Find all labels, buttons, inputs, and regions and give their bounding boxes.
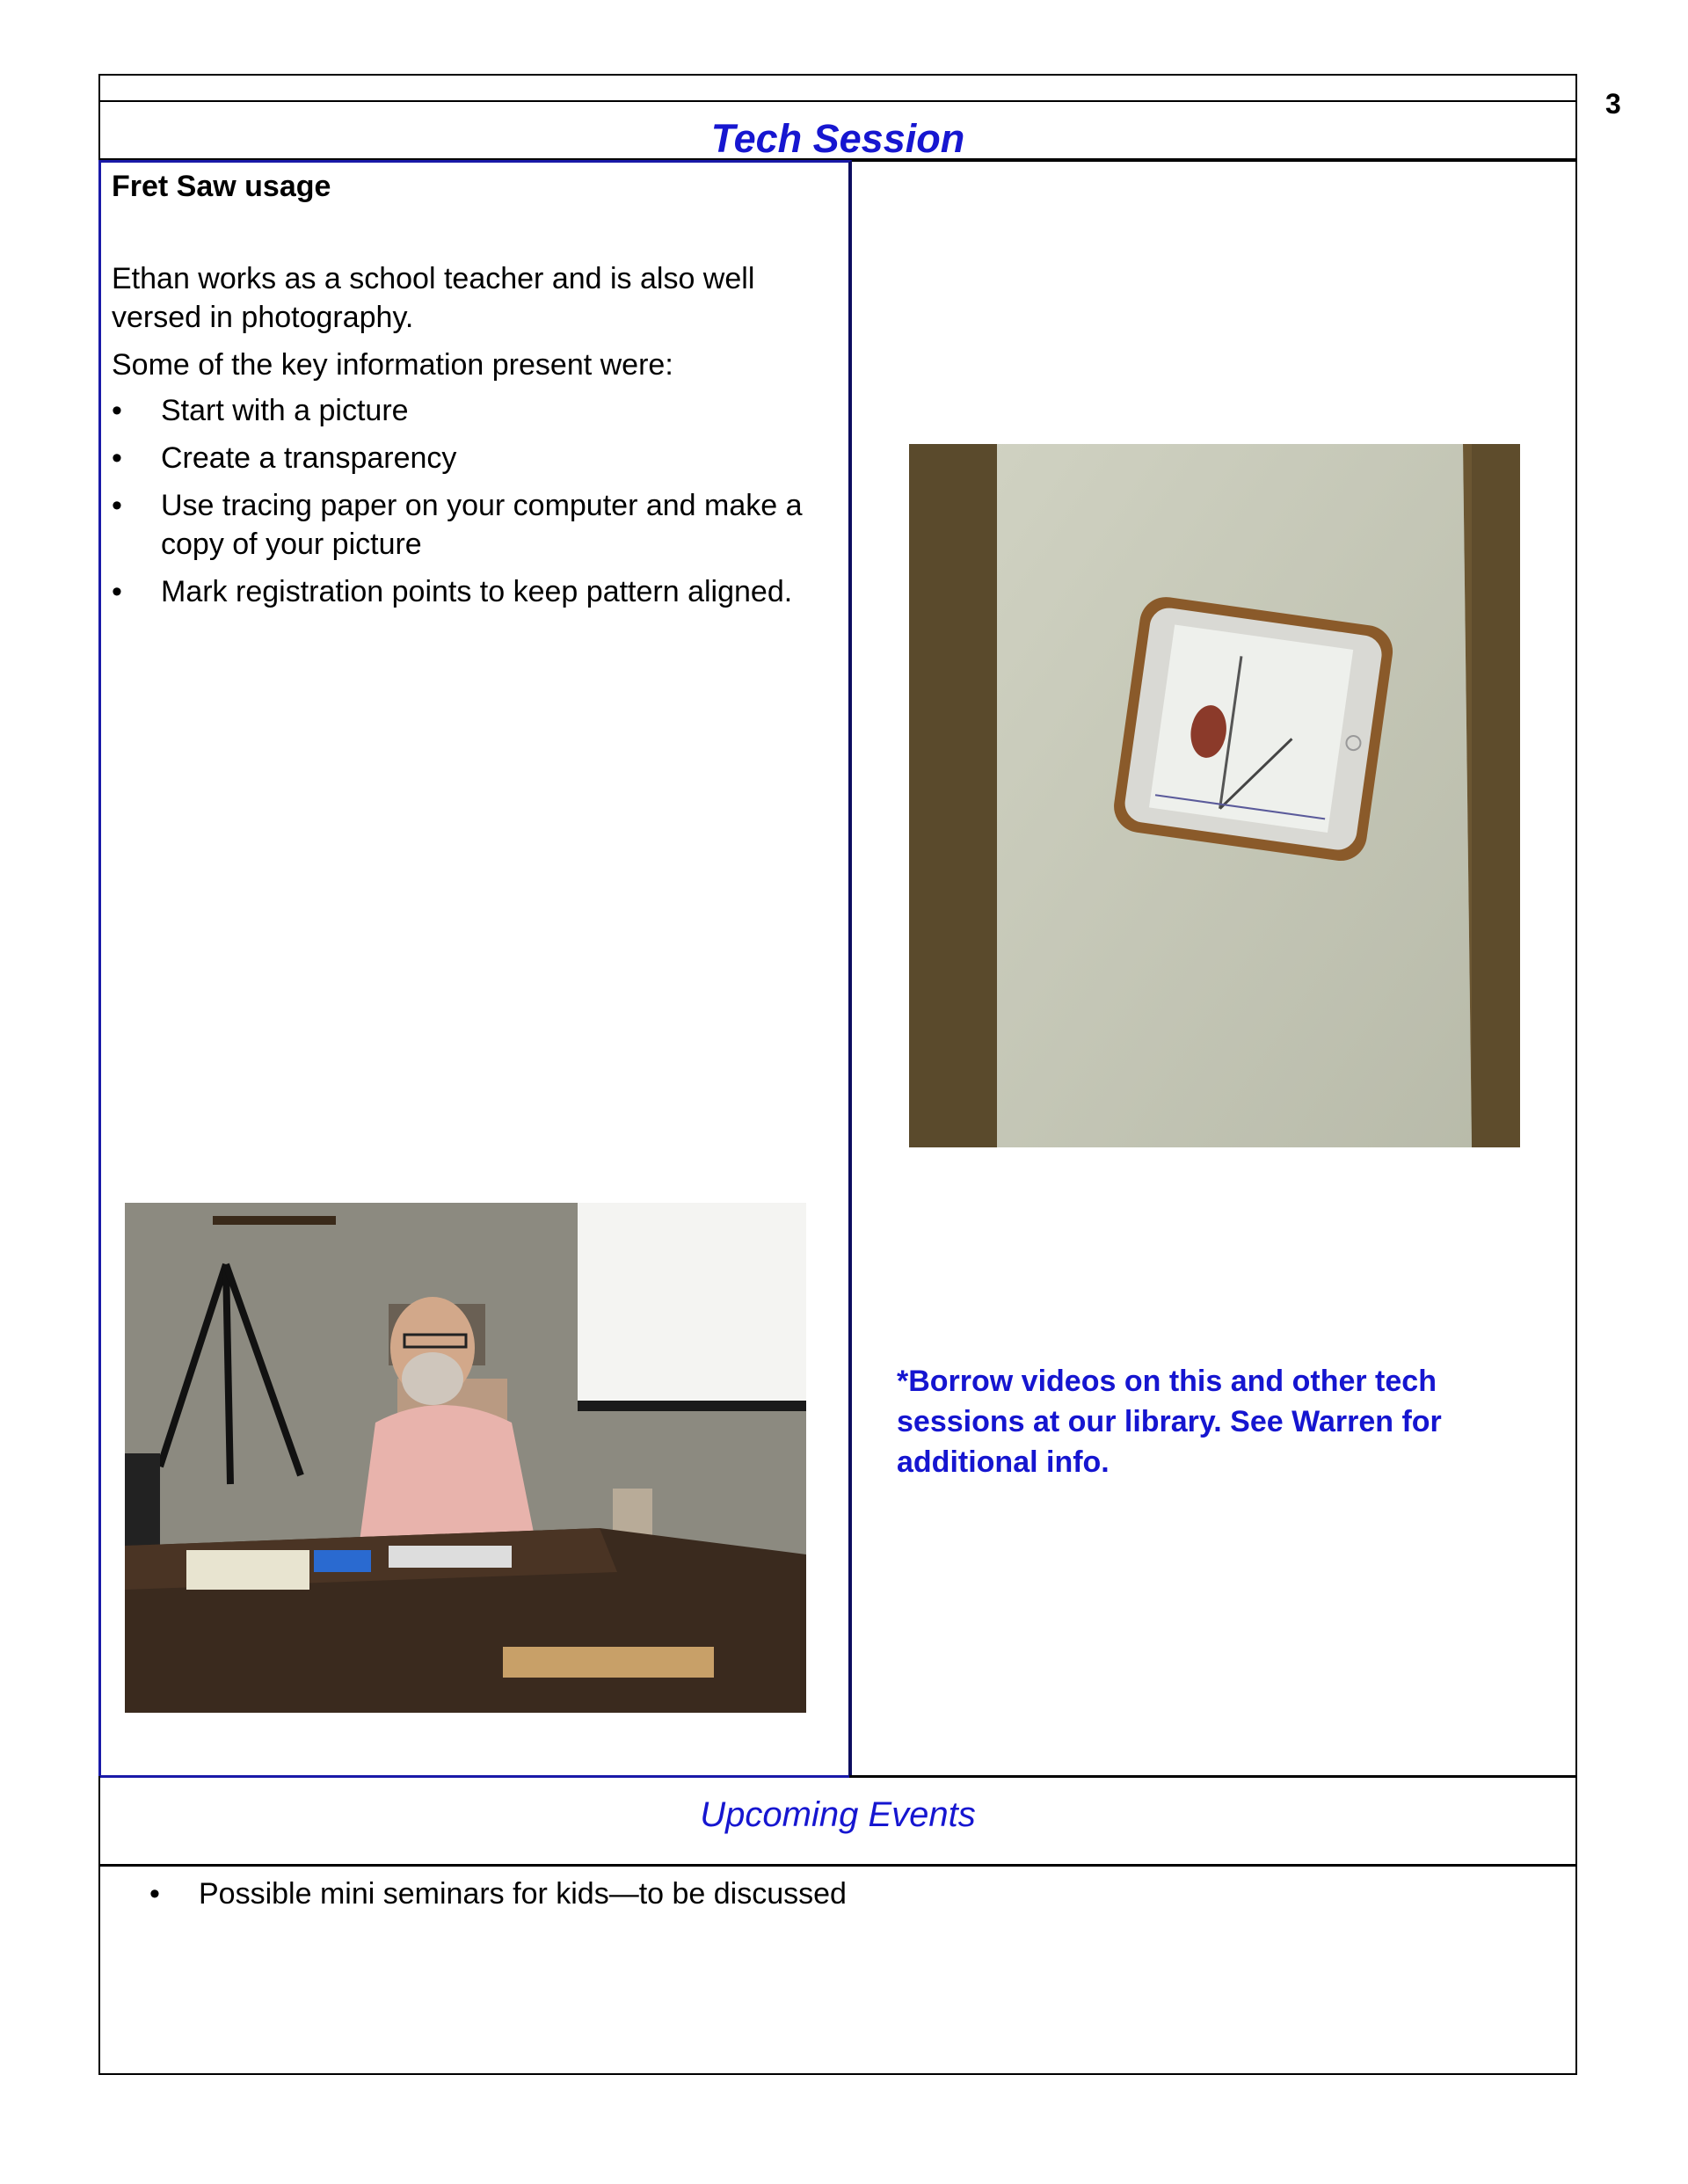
header-strip (98, 74, 1577, 102)
bullet-icon: • (112, 575, 122, 608)
events-box (98, 1864, 1577, 2075)
list-item (112, 391, 841, 430)
events-title: Upcoming Events (700, 1795, 976, 1834)
article-bullet-list (112, 391, 841, 620)
event-item-text: Possible mini seminars for kids—to be discussed (199, 1877, 847, 1911)
library-note: *Borrow videos on this and other tech sessions at our library. See Warren for additional info. (897, 1365, 1442, 1479)
bullet-icon: • (112, 441, 122, 475)
page-number: 3 (1605, 88, 1621, 120)
list-item-text: Start with a picture (161, 394, 409, 427)
list-item (112, 572, 841, 611)
section-title-bar (98, 100, 1577, 162)
bullet-icon: • (112, 394, 122, 427)
section-title: Tech Session (710, 116, 965, 161)
bullet-icon: • (149, 1877, 160, 1911)
events-title-bar (98, 1776, 1577, 1866)
list-item-text: Use tracing paper on your computer and make a copy of your picture (161, 489, 803, 561)
presenter-photo (125, 1203, 806, 1713)
list-item-text: Create a transparency (161, 441, 457, 475)
bullet-icon: • (112, 489, 122, 522)
list-item (112, 439, 841, 477)
article-heading: Fret Saw usage (112, 170, 331, 203)
list-item (112, 486, 841, 564)
projected-phone-photo (909, 444, 1520, 1147)
events-list (149, 1874, 847, 1914)
article-paragraph-1: Ethan works as a school teacher and is also well versed in photography. (112, 262, 755, 334)
list-item (149, 1874, 847, 1914)
list-item-text: Mark registration points to keep pattern aligned. (161, 575, 793, 608)
article-paragraph-2: Some of the key information present were: (112, 348, 673, 382)
